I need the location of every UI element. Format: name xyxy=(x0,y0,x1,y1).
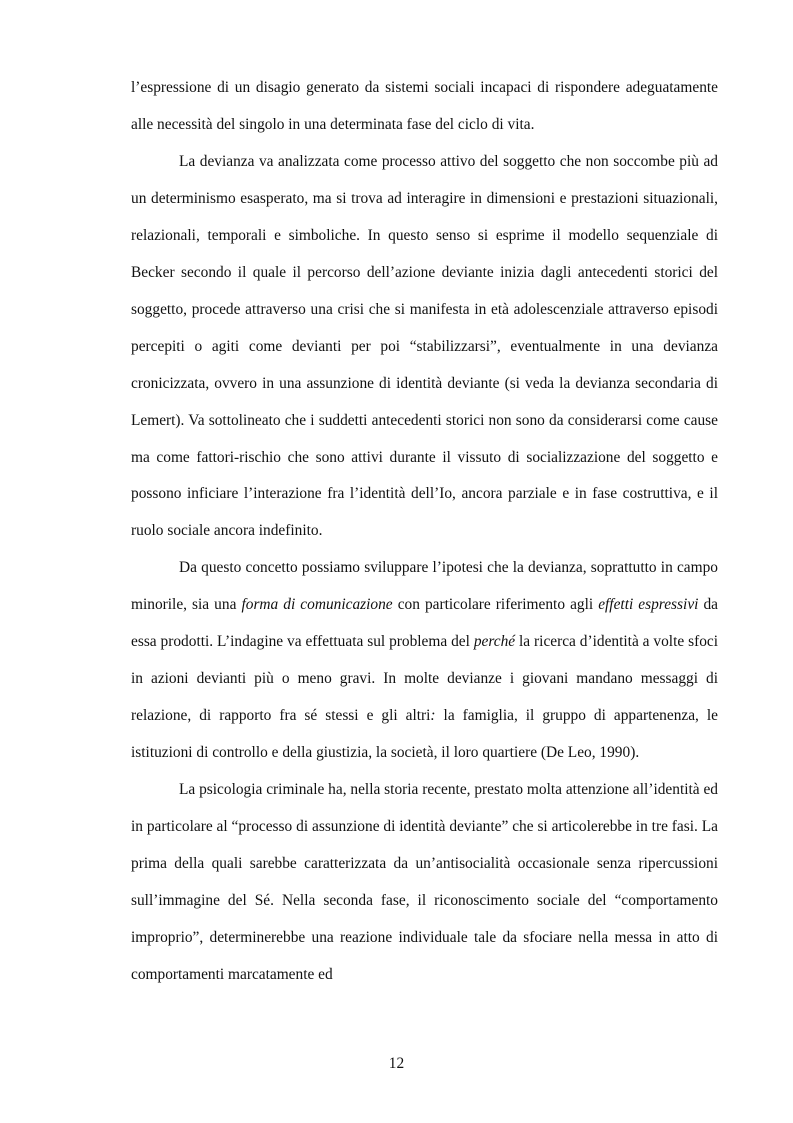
paragraph-3-text: la ricerca d’identità a volte sfoci in azioni devianti più o meno gravi. In molte devianze i giovani mandano messaggi di relazione, di rapporto fra sé stessi e gli altri xyxy=(131,633,719,725)
italic-colon: : xyxy=(430,707,436,725)
paragraph-3-text: da essa prodotti. L’indagine va effettuata sul problema del xyxy=(131,596,718,651)
paragraph-3 xyxy=(131,550,718,772)
italic-forma-di-comunicazione: forma di comunicazione xyxy=(241,596,393,614)
italic-effetti-espressivi: effetti espressivi xyxy=(598,596,699,614)
paragraph-4: La psicologia criminale ha, nella storia recente, prestato molta attenzione all’identità ed in particolare al “processo di assunzione di identità deviante” che si articolerebbe in tre fasi. La prima della quali sarebbe caratterizzata da un’antisocialità occasionale senza ripercussioni sull’immagine del Sé. Nella seconda fase, il riconoscimento sociale del “comportamento improprio”, determinerebbe una reazione individuale tale da sfociare nella messa in atto di comportamenti marcatamente ed xyxy=(131,781,718,983)
paragraph-3-text: Da questo concetto possiamo sviluppare l’ipotesi che la devianza, soprattutto in campo minorile, sia una xyxy=(131,559,718,614)
page-number: 12 xyxy=(388,1055,405,1072)
paragraph-2: La devianza va analizzata come processo attivo del soggetto che non soccombe più ad un determinismo esasperato, ma si trova ad interagire in dimensioni e prestazioni situazionali, relazionali, temporali e simboliche. In questo senso si esprime il modello sequenziale di Becker secondo il quale il percorso dell’azione deviante inizia dagli antecedenti storici del soggetto, procede attraverso una crisi che si manifesta in età adolescenziale attraverso episodi percepiti o agiti come devianti per poi “stabilizzarsi”, eventualmente in una devianza cronicizzata, ovvero in una assunzione di identità deviante (si veda la devianza secondaria di Lemert). Va sottolineato che i suddetti antecedenti storici non sono da considerarsi come cause ma come fattori-rischio che sono attivi durante il vissuto di socializzazione del soggetto e possono inficiare l’interazione fra l’identità dell’Io, ancora parziale e in fase costruttiva, e il ruolo sociale ancora indefinito. xyxy=(131,152,718,540)
paragraph-3-text: con particolare riferimento agli xyxy=(392,596,599,614)
paragraph-3-text: la famiglia, il gruppo di appartenenza, le istituzioni di controllo e della giustizia, la società, il loro quartiere (De Leo, 1990). xyxy=(131,707,719,762)
page-body xyxy=(131,70,718,994)
paragraph-1: l’espressione di un disagio generato da sistemi sociali incapaci di rispondere adeguatamente alle necessità del singolo in una determinata fase del ciclo di vita. xyxy=(131,79,718,133)
italic-perche: perché xyxy=(473,633,516,651)
